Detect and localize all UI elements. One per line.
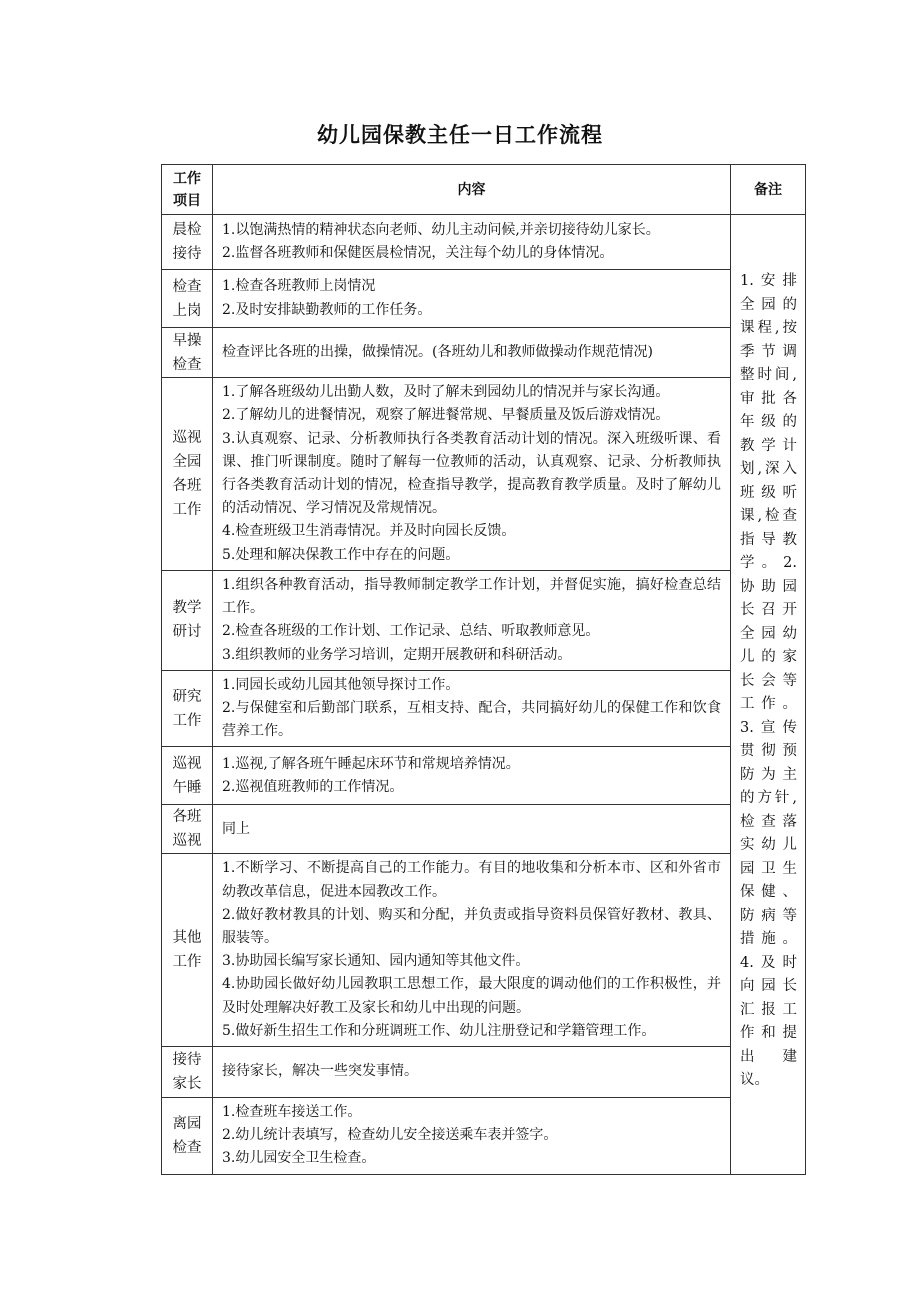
content-cell: [213, 854, 731, 1047]
content-line: 4.协助园长做好幼儿园教职工思想工作，最大限度的调动他们的工作积极性，并及时处理解决好教工及家长和幼儿中出现的问题。: [222, 976, 721, 1016]
content-cell: [213, 270, 731, 328]
content-line: 2.巡视值班教师的工作情况。: [222, 778, 404, 795]
work-item-label: 早操检查: [172, 332, 202, 373]
work-item-label: 巡视全园各班工作: [172, 430, 202, 518]
content-line: 检查评比各班的出操，做操情况。(各班幼儿和教师做操动作规范情况): [222, 343, 653, 360]
page-title: 幼儿园保教主任一日工作流程: [317, 123, 603, 147]
work-item-cell: [162, 378, 213, 571]
header-note: 备注: [731, 165, 806, 215]
content-line: 接待家长，解决一些突发事情。: [222, 1063, 418, 1080]
content-line: 2.幼儿统计表填写，检查幼儿安全接送乘车表并签字。: [222, 1127, 558, 1144]
content-line: 5.处理和解决保教工作中存在的问题。: [222, 546, 460, 563]
content-line: 1.同园长或幼儿园其他领导探讨工作。: [222, 676, 460, 693]
workflow-table: [161, 164, 806, 1175]
content-cell: [213, 1098, 731, 1175]
content-line: 1.检查班车接送工作。: [222, 1104, 362, 1121]
content-line: 1.检查各班教师上岗情况: [222, 278, 376, 295]
table-row: [162, 328, 806, 378]
work-item-label: 检查上岗: [172, 278, 202, 319]
work-item-cell: [162, 1047, 213, 1098]
content-cell: [213, 571, 731, 671]
content-line: 3.认真观察、记录、分析教师执行各类教育活动计划的情况。深入班级听课、看课、推门听课制度。随时了解每一位教师的活动，认真观察、记录、分析教师执行各类教育活动计划的情况，检查指导教学，提高教育教学质量。及时了解幼儿的活动情况、学习情况及常规情况。: [222, 430, 721, 517]
content-line: 3.组织教师的业务学习培训，定期开展教研和科研活动。: [222, 646, 572, 663]
work-item-label: 其他工作: [172, 930, 202, 971]
work-item-label: 巡视午睡: [172, 755, 202, 796]
content-line: 4.检查班级卫生消毒情况。并及时向园长反馈。: [222, 523, 516, 540]
header-content: 内容: [213, 165, 731, 215]
table-row: [162, 378, 806, 571]
content-line: 2.与保健室和后勤部门联系，互相支持、配合，共同搞好幼儿的保健工作和饮食营养工作。: [222, 700, 721, 740]
work-item-label: 接待家长: [172, 1052, 202, 1093]
content-line: 1.不断学习、不断提高自己的工作能力。有目的地收集和分析本市、区和外省市幼教改革信息，促进本园教改工作。: [222, 860, 721, 900]
content-cell: [213, 215, 731, 270]
work-item-cell: [162, 270, 213, 328]
content-line: 3.幼儿园安全卫生检查。: [222, 1150, 376, 1167]
header-item: 工作项目: [162, 165, 213, 215]
content-cell: [213, 805, 731, 854]
table-row: [162, 215, 806, 270]
content-line: 1.巡视,了解各班午睡起床环节和常规培养情况。: [222, 755, 520, 772]
content-line: 1.了解各班级幼儿出勤人数，及时了解未到园幼儿的情况并与家长沟通。: [222, 384, 670, 401]
content-line: 5.做好新生招生工作和分班调班工作、幼儿注册登记和学籍管理工作。: [222, 1022, 656, 1039]
table-row: [162, 670, 806, 747]
content-cell: [213, 1047, 731, 1098]
table-row: [162, 1047, 806, 1098]
work-item-cell: [162, 328, 213, 378]
content-cell: [213, 378, 731, 571]
content-line: 2.检查各班级的工作计划、工作记录、总结、听取教师意见。: [222, 623, 600, 640]
work-item-cell: [162, 805, 213, 854]
content-line: 同上: [222, 820, 250, 837]
table-row: [162, 270, 806, 328]
table-row: [162, 571, 806, 671]
content-line: 1.以饱满热情的精神状态向老师、幼儿主动问候,并亲切接待幼儿家长。: [222, 221, 660, 238]
work-item-cell: [162, 215, 213, 270]
content-line: 3.协助园长编写家长通知、园内通知等其他文件。: [222, 953, 530, 970]
work-item-label: 研究工作: [172, 688, 202, 729]
content-line: 2.了解幼儿的进餐情况，观察了解进餐常规、早餐质量及饭后游戏情况。: [222, 407, 670, 424]
table-row: [162, 805, 806, 854]
content-line: 2.及时安排缺勤教师的工作任务。: [222, 301, 432, 318]
content-cell: [213, 747, 731, 805]
table-row: [162, 747, 806, 805]
work-item-cell: [162, 854, 213, 1047]
table-header-row: [162, 165, 806, 215]
work-item-cell: [162, 1098, 213, 1175]
content-line: 2.监督各班教师和保健医晨检情况，关注每个幼儿的身体情况。: [222, 245, 614, 261]
content-cell: [213, 670, 731, 747]
work-item-label: 各班巡视: [172, 809, 202, 850]
content-cell: [213, 328, 731, 378]
work-item-cell: [162, 747, 213, 805]
work-item-label: 离园检查: [172, 1115, 202, 1156]
table-row: [162, 854, 806, 1047]
work-item-label: 教学研讨: [172, 600, 202, 641]
work-item-cell: [162, 670, 213, 747]
content-line: 1.组织各种教育活动，指导教师制定教学工作计划，并督促实施，搞好检查总结工作。: [222, 577, 721, 617]
work-item-cell: [162, 571, 213, 671]
note-cell: 1.安排全园的课程,按季节调整时间,审批各年级的教学计划,深入班级听课,检查指导教学。2.协助园长召开全园幼儿的家长会等工作。3.宣传贯彻预防为主的方针,检查落实幼儿园卫生保健、防病等措施。4.及时向园长汇报工作和提出建议。: [731, 215, 806, 1175]
content-line: 2.做好教材教具的计划、购买和分配，并负责或指导资料员保管好教材、教具、服装等。: [222, 906, 721, 947]
work-item-label: 晨检接待: [172, 222, 202, 262]
table-row: [162, 1098, 806, 1175]
